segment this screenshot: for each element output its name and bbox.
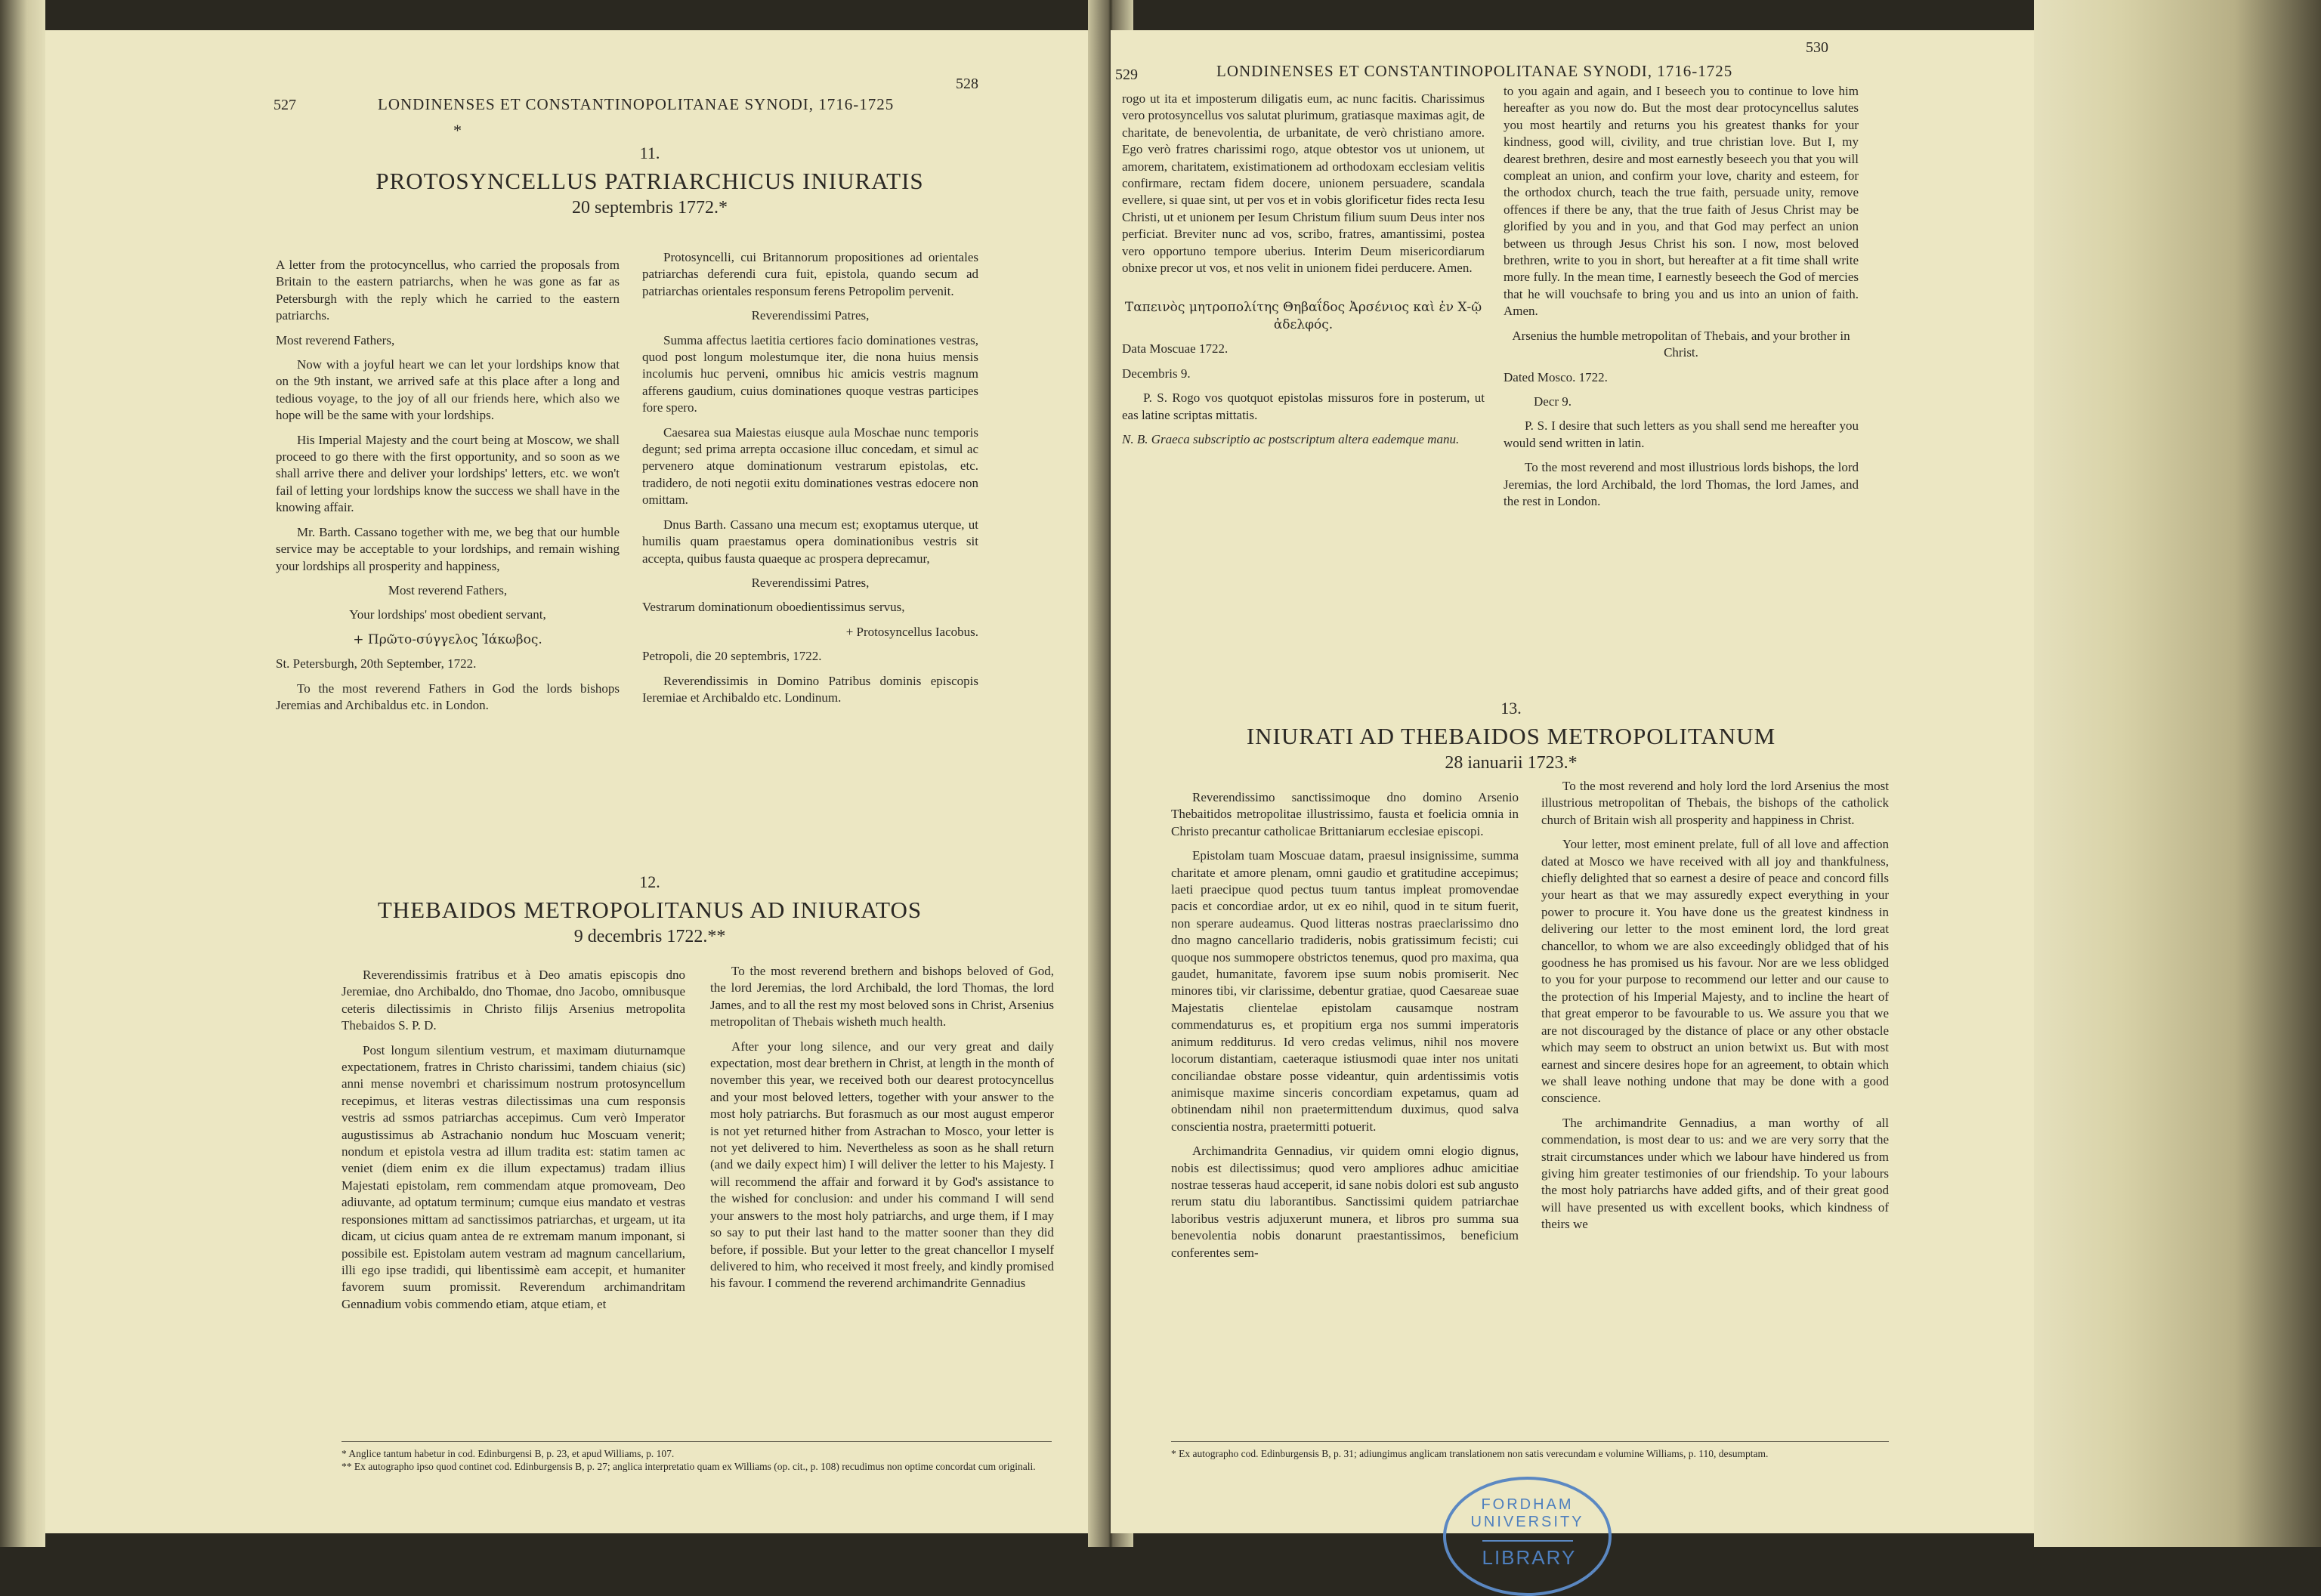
footnote-rule bbox=[1171, 1441, 1889, 1442]
left-page bbox=[45, 30, 1103, 1533]
address-line: Reverendissimis in Domino Patribus dominis episcopis Ieremiae et Archibaldo etc. Londinum. bbox=[642, 673, 978, 705]
page-number-528: 528 bbox=[956, 76, 978, 92]
section-12-title: THEBAIDOS METROPOLITANUS AD INIURATOS bbox=[377, 897, 923, 923]
body-paragraph: Your letter, most eminent prelate, full of all love and affection dated at Mosco we have received with all joy and thankfulness, chiefly delighted that so earnest a desire of peace and concord fills your heart as that we may assuredly expect everything in your power to procure it. You have done us the greatest kindness in delivering our letter to the most eminent lord, the lord great chancellor, to whom we are also exceedingly oblidged that of his goodness he has promised us his favour. Nor are we less oblidged to you for your purpose to recommend our letter and our cause to the protection of his Imperial Majesty, and to incline the heart of that great emperor to be favourable to us. We assure you that we are not discouraged by the distance of place or any other obstacle which may seem to obstruct an union betwixt us. But with most earnest and sincere desires hope for an agreement, to obtain which we shall leave nothing undone that may be done with a good conscience. bbox=[1541, 837, 1889, 1106]
section-11-latin-column bbox=[642, 249, 978, 714]
library-stamp bbox=[1443, 1477, 1612, 1596]
place-date: Petropoli, die 20 septembris, 1722. bbox=[642, 649, 822, 664]
place-date: Dated Mosco. 1722. bbox=[1504, 369, 1608, 384]
section-12-latin-continuation bbox=[1122, 91, 1485, 455]
section-12-date: 9 decembris 1722.** bbox=[573, 927, 726, 946]
opening-paragraph: To the most reverend and holy lord the lord Arsenius the most illustrious metropolitan of Thebais, the bishops of the catholick church of Britain wish all prosperity and happiness in Christ. bbox=[1541, 779, 1889, 827]
date-line: Decembris 9. bbox=[1122, 366, 1191, 381]
section-11-date: 20 septembris 1772.* bbox=[572, 198, 728, 218]
footnotes-left bbox=[342, 1447, 1052, 1473]
body-paragraph: Post longum silentium vestrum, et maximam diuturnamque expectationem, fratres in Christo charissimi, tandem chiaius (sic) anni mense novembri et charissimum nostrum protosyncellum recepimus, et literas vestras dilectissimas una cum responsis vestris ad ssmos patriarchas accepimus. Cum verò Imperator augustissimus ab Astrachanio nondum huc Moscuam venerit; nondum et epistola vestra ad illum tradita est: statim tamen ac veniet (diem enim ex die illum expectamus) tradam illius Majestati epistolam, rem commendam atque promoveam, Deo adiuvante, ad optatum terminum; cumque eius mandato et vestras responsiones mittam ad sanctissimos patriarchas, et urgeam, ut ita dicam, ut cicius quam antea de re extremam manum imponant, si possibile est. Epistolam autem vestram ad magnum cancellarium, illi ego ipse tradidi, qui libentissimè eam accepit, et humaniter favorem suum promissit. Reverendum archimandritam Gennadium vobis commendo etiam, atque etiam, et bbox=[342, 1042, 685, 1311]
body-paragraph: His Imperial Majesty and the court being at Moscow, we shall proceed to go there with the first opportunity, and so soon as we shall arrive there and deliver your lordships' letters, etc. we won't fail of letting your lordships know the success we shall have in the knowing affair. bbox=[276, 432, 620, 515]
book-right-edge bbox=[2034, 0, 2321, 1547]
body-paragraph: Summa affectus laetitia certiores facio dominationes vestras, quod post longum molestumque iter, die nona huius mensis incolumis huc perveni, omnibus hic amicis vestris magnum afferens gaudium, cuius dominationes quoque vestras participes fore spero. bbox=[642, 332, 978, 415]
page-number-527: 527 bbox=[274, 97, 296, 113]
closing-line: Your lordships' most obedient servant, bbox=[349, 607, 546, 622]
greek-signature: Ταπεινὸς μητροπολίτης Θηβαΐδος Ἀρσένιος καὶ ἐν Χ-ῷ ἀδελφός. bbox=[1124, 300, 1482, 332]
section-13-title: INIURATI AD THEBAIDOS METROPOLITANUM bbox=[1246, 723, 1776, 749]
book-left-edge bbox=[0, 0, 45, 1547]
footnotes-right bbox=[1171, 1447, 1889, 1460]
salutation: Reverendissimi Patres, bbox=[751, 308, 870, 323]
body-paragraph: Archimandrita Gennadius, vir quidem omni elogio dignus, nobis est dilectissimus; quod vero ampliores adhuc amicitiae nostrae tesseras haud acceperit, id sane nobis dolori est sub angusto rerum statu diu laborantibus. Sanctissimi quidem patriarchae laboribus vestris adjuxerunt munera, et libros pro summa sua benevolentia nobis donarunt praestantissimos, beneficium conferentes sem- bbox=[1171, 1144, 1519, 1260]
section-12-english-continuation bbox=[1504, 83, 1859, 517]
section-12-english-column bbox=[710, 963, 1054, 1300]
opening-paragraph: Reverendissimis fratribus et à Deo amatis episcopis dno Jeremiae, dno Archibaldo, dno Thomae, dno Jacobo, omnibusque ceteris dilectissimis in Christo filijs Arsenius metropolita Thebaidos S. P. D. bbox=[342, 968, 685, 1033]
greek-signature: + Πρῶτο-σύγγελος Ἰάκωβος. bbox=[353, 631, 542, 647]
page-number-530: 530 bbox=[1806, 39, 1828, 56]
body-paragraph: Mr. Barth. Cassano together with me, we beg that our humble service may be acceptable to your lordships, and remain wishing your lordships all prosperity and happiness, bbox=[276, 524, 620, 573]
opening-paragraph: To the most reverend brethern and bishops beloved of God, the lord Jeremias, the lord Archibald, the lord Thomas, the lord James, and to all the rest my most beloved sons in Christ, Arsenius metropolitan of Thebais wisheth much health. bbox=[710, 964, 1054, 1030]
address-line: To the most reverend and most illustrious lords bishops, the lord Jeremias, the lord Archibald, the lord Thomas, the lord James, and the rest in London. bbox=[1504, 460, 1859, 508]
section-11-number: 11. bbox=[639, 144, 660, 162]
footnote-rule bbox=[342, 1441, 1052, 1442]
section-12-number: 12. bbox=[639, 872, 660, 891]
summary-paragraph: Protosyncelli, cui Britannorum propositiones ad orientales patriarchas deferendi cura fuit, epistola, quando secum ad patriarchas orientales responsum ferens Petropolim pervenit. bbox=[642, 250, 978, 298]
closing-salutation: Reverendissimi Patres, bbox=[751, 575, 870, 590]
body-paragraph: to you again and again, and I beseech you to continue to love him hereafter as you now do. But the most dear protocyncellus salutes you most heartily and returns you his greatest thanks for your kindness, good will, civility, and true christian love. But I, my dearest brethren, desire and most earnestly beseech you that you will compleat an union, and confirm your love, charity and esteem, for the orthodox church, teach the true faith, persuade unity, remove offences if there be any, that the true faith of Jesus Christ may be glorified by you and in you, and that God may perfect an union between us through Jesus Christ his son. I now, most beloved brethren, write to you in short, but hereafter at a fit time shall write more fully. In the mean time, I earnestly beseech the God of mercies that he will vouchsafe to bring you and us into an union of faith. Amen. bbox=[1504, 84, 1859, 319]
nota-bene: N. B. Graeca subscriptio ac postscriptum altera eademque manu. bbox=[1122, 431, 1460, 446]
page-number-529: 529 bbox=[1115, 66, 1138, 83]
address-line: To the most reverend Fathers in God the lords bishops Jeremias and Archibaldus etc. in London. bbox=[276, 681, 620, 712]
section-11-title: PROTOSYNCELLUS PATRIARCHICUS INIURATIS bbox=[376, 168, 924, 194]
postscript: P. S. I desire that such letters as you shall send me hereafter you would send written in latin. bbox=[1504, 418, 1859, 450]
section-13-latin-column bbox=[1171, 789, 1519, 1269]
body-paragraph: Now with a joyful heart we can let your lordships know that on the 9th instant, we arrived safe at this place after a long and tedious voyage, to the joy of all our friends here, which also we hope will be the same with your lordships. bbox=[276, 357, 620, 423]
salutation: Most reverend Fathers, bbox=[276, 332, 395, 347]
closing-salutation: Most reverend Fathers, bbox=[388, 582, 508, 597]
running-head-right: LONDINENSES ET CONSTANTINOPOLITANAE SYNODI, 1716-1725 bbox=[1216, 62, 1733, 80]
right-page bbox=[1111, 30, 2055, 1533]
section-12-heading bbox=[363, 872, 937, 947]
place-date: St. Petersburgh, 20th September, 1722. bbox=[276, 656, 477, 671]
stamp-university: FORDHAM UNIVERSITY bbox=[1470, 1496, 1584, 1530]
section-11-heading bbox=[363, 144, 937, 218]
section-13-english-column bbox=[1541, 778, 1889, 1241]
signature: Arsenius the humble metropolitan of Thebais, and your brother in Christ. bbox=[1512, 328, 1850, 360]
opening-paragraph: Reverendissimo sanctissimoque dno domino Arsenio Thebaitidos metropolitae illustrissimo, fausta et foelicia omnia in Christo precantur catholicae Brittaniarum ecclesiae episcopi. bbox=[1171, 790, 1519, 838]
footnote: * Anglice tantum habetur in cod. Edinburgensi B, p. 23, et apud Williams, p. 107. bbox=[342, 1448, 675, 1459]
body-paragraph: The archimandrite Gennadius, a man worthy of all commendation, is most dear to us: and we are very sorry that the strait circumstances under which we labour have hindered us from giving him greater testimonies of our friendship. To your labours the most holy patriarchs have added gifts, and of their great good will have presented us with excellent books, which kindness of theirs we bbox=[1541, 1115, 1889, 1232]
postscript: P. S. Rogo vos quotquot epistolas missuros fore in posterum, ut eas latine scriptas mittatis. bbox=[1122, 391, 1485, 422]
section-13-number: 13. bbox=[1500, 699, 1522, 718]
section-13-date: 28 ianuarii 1723.* bbox=[1445, 753, 1578, 773]
footnote: * Ex autographo cod. Edinburgensis B, p. 31; adiungimus anglicam translationem non satis verecundam e volumine Williams, p. 110, desumptam. bbox=[1171, 1448, 1769, 1459]
section-marker: * bbox=[453, 121, 462, 140]
section-13-heading bbox=[1224, 699, 1798, 773]
section-11-english-column bbox=[276, 257, 620, 721]
date-line: Decr 9. bbox=[1534, 394, 1572, 409]
place-date: Data Moscuae 1722. bbox=[1122, 341, 1228, 357]
running-head-left: LONDINENSES ET CONSTANTINOPOLITANAE SYNODI, 1716-1725 bbox=[378, 95, 895, 113]
body-paragraph: Epistolam tuam Moscuae datam, praesul insignissime, summa charitate et amore plenam, omni gaudio et gratitudine accepimus; laeti praecipue quod pectus tuum tantus impleat promovendae pacis et concordiae ardor, ut ex eo nihil, quod in te situm fuerit, non sperare audeamus. Quod litteras nostras praeclarissimo dno dno magno cancellario tradideris, nobis gratissimum fecisti; cui quoque nos summopere obstrictos tenemus, quod pro maxima, qua gaudet, humanitate, favorem ipse suum nobis promiserit. Nec minores tibi, vir clarissime, debentur gratiae, quod Caesareae suae Majestatis clientelae epistolam causamque nostram commendaturus es, et propitium erga nos summi imperatoris animum redditurus. Id vero credas velimus, nihil nos movere locorum distantiam, caeteraque istiusmodi quae inter nos unitati conciliandae obstare posse videantur, quin ardentissimis votis animisque maxime sinceris concordiam expetamus, quam ad obtinendam nihil non praetermittendum duximus, quod salva conscientia nostra, praetermitti potuerit. bbox=[1171, 848, 1519, 1134]
footnote: ** Ex autographo ipso quod continet cod. Edinburgensis B, p. 27; anglica interpretatio quam ex Williams (op. cit., p. 108) recudimus non optime concordat cum originali. bbox=[342, 1461, 1036, 1472]
stamp-library: LIBRARY bbox=[1482, 1540, 1573, 1570]
body-paragraph: Dnus Barth. Cassano una mecum est; exoptamus uterque, ut humilis quam praestamus opera dominationibus vestris sit accepta, quibus fausta quaeque ac prospera deprecamur, bbox=[642, 517, 978, 566]
body-paragraph: Caesarea sua Maiestas eiusque aula Moschae nunc temporis degunt; sed prima arrepta occasione illuc concedam, et simul ac pervenero atque dominationum vestrarum epistolas, etc. tradidero, de noti negotii exitu dominationes vestras edocere non omittam. bbox=[642, 424, 978, 508]
summary-paragraph: A letter from the protocyncellus, who carried the proposals from Britain to the eastern patriarchs, when he was gone as far as Petersburgh with the reply which he carried to the eastern patriarchs. bbox=[276, 258, 620, 323]
section-12-latin-column bbox=[342, 967, 685, 1320]
body-paragraph: rogo ut ita et imposterum diligatis eum, ac nunc facitis. Charissimus vero protosyncellus vos salutat plurimum, gratiasque maximas agit, de charitate, de benevolentia, de urbanitate, de verò christiano amore. Ego verò fratres charissimi rogo, atque obtestor vos ut unionem, ut amorem, charitatem, existimationem ad orthodoxam ecclesiam velitis confirmare, rectam fidem docere, unionem persuadere, scandala evellere, si quae sint, ut per vos et in vobis glorificetur fides recta Iesu Christi, ut et unionem per Iesum Christum filium suum Deus inter nos perficiat. Breviter nunc ad vos, scribo, fratres, amantissimi, postea vero opportuno tempore uberius. Interim Deum misericordiarum obnixe precor ut vos, et nos velit in unionem fidei perducere. Amen. bbox=[1122, 91, 1485, 276]
signature: + Protosyncellus Iacobus. bbox=[845, 624, 978, 639]
body-paragraph: After your long silence, and our very great and daily expectation, most dear brethern in Christ, at length in the month of november this year, we received both our dearest protocyncellus and your most beloved letters, together with your answer to the most holy patriarchs. But forasmuch as our most august emperor is not yet returned hither from Astrachan to Mosco, your letter is not yet delivered to him. Nevertheless as soon as he shall return (and we daily expect him) I will deliver the letter to his Majesty. I will recommend the affair and forward it by God's assistance to the wished for conclusion: and under his command I will send your answers to the most holy patriarchs, and urge them, if I may so say to put their last hand to the matter sooner than they did before, if possible. But your letter to the great chancellor I myself delivered to him, who received it most freely, and kindly promised his favour. I commend the reverend archimandrite Gennadius bbox=[710, 1039, 1054, 1291]
closing-line: Vestrarum dominationum oboedientissimus servus, bbox=[642, 600, 905, 615]
